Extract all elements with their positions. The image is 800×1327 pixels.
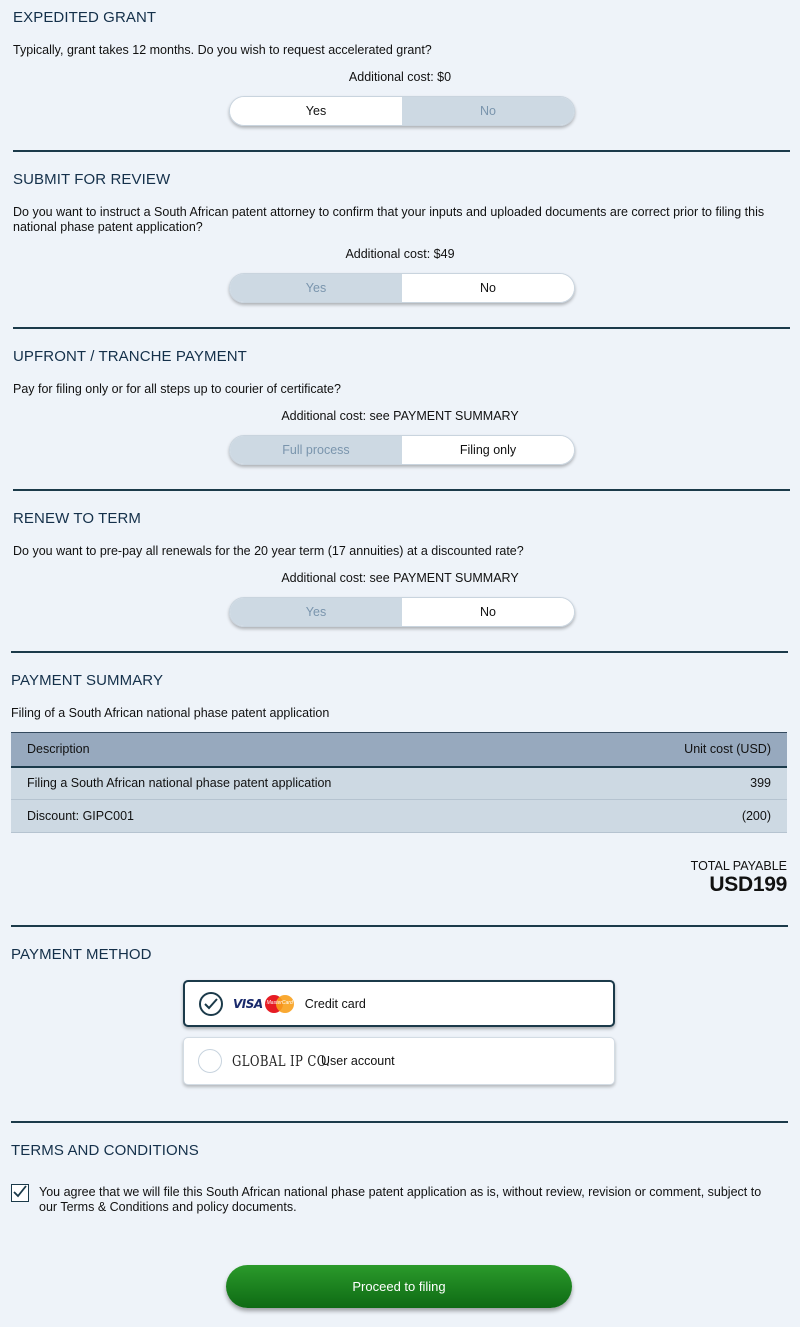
submit-review-toggle (229, 273, 575, 303)
payment-method-title: PAYMENT METHOD (11, 946, 152, 963)
row-description: Discount: GIPC001 (11, 800, 584, 833)
tranche-payment-toggle (229, 435, 575, 465)
payment-summary-table (11, 732, 787, 833)
tranche-payment-question: Pay for filing only or for all steps up to courier of certificate? (13, 382, 341, 396)
total-payable-value: USD199 (709, 873, 787, 896)
submit-review-question: Do you want to instruct a South African patent attorney to confirm that your inputs and uploaded documents are correct prior to filing this national phase patent application? (13, 205, 765, 234)
table-header-row (11, 733, 787, 767)
filing-only-option[interactable]: Filing only (402, 436, 574, 464)
proceed-to-filing-button[interactable]: Proceed to filing (226, 1265, 572, 1308)
tranche-payment-cost: Additional cost: see PAYMENT SUMMARY (281, 409, 519, 423)
terms-checkbox[interactable] (11, 1184, 29, 1202)
divider (11, 925, 788, 927)
full-process-option[interactable]: Full process (230, 436, 402, 464)
table-row (11, 800, 787, 833)
tranche-payment-title: UPFRONT / TRANCHE PAYMENT (13, 348, 247, 365)
credit-card-option[interactable] (183, 980, 615, 1027)
payment-summary-subtitle: Filing of a South African national phase patent application (11, 706, 330, 720)
expedited-yes-option[interactable]: Yes (230, 97, 402, 125)
terms-text: You agree that we will file this South African national phase patent application as is, without review, revision or comment, subject to our Terms & Conditions and policy documents. (39, 1185, 762, 1214)
terms-title: TERMS AND CONDITIONS (11, 1142, 199, 1159)
table-row (11, 767, 787, 800)
submit-review-cost: Additional cost: $49 (345, 247, 455, 261)
divider (11, 1121, 788, 1123)
expedited-grant-cost: Additional cost: $0 (348, 70, 452, 84)
payment-summary-title: PAYMENT SUMMARY (11, 672, 164, 689)
renew-term-title: RENEW TO TERM (13, 510, 141, 527)
expedited-grant-title: EXPEDITED GRANT (13, 9, 157, 26)
divider (13, 327, 790, 329)
review-no-option[interactable]: No (402, 274, 574, 302)
radio-unselected[interactable] (198, 1049, 222, 1073)
expedited-grant-toggle (229, 96, 575, 126)
row-cost: 399 (584, 767, 787, 800)
renew-yes-option[interactable]: Yes (230, 598, 402, 626)
divider (13, 489, 790, 491)
user-account-option[interactable] (183, 1037, 615, 1085)
divider (13, 150, 790, 152)
description-column-header: Description (11, 733, 584, 767)
row-cost: (200) (584, 800, 787, 833)
renew-no-option[interactable]: No (402, 598, 574, 626)
total-payable-label: TOTAL PAYABLE (690, 859, 787, 873)
mastercard-logo: MasterCard (265, 995, 295, 1013)
renew-term-question: Do you want to pre-pay all renewals for the 20 year term (17 annuities) at a discounted rate? (13, 544, 524, 558)
checkmark-icon (12, 1184, 28, 1200)
expedited-no-option[interactable]: No (402, 97, 574, 125)
row-description: Filing a South African national phase patent application (11, 767, 584, 800)
visa-logo: VISA (233, 996, 263, 1011)
user-account-label: User account (321, 1054, 395, 1068)
expedited-grant-question: Typically, grant takes 12 months. Do you wish to request accelerated grant? (13, 43, 432, 57)
divider (11, 651, 788, 653)
submit-review-title: SUBMIT FOR REVIEW (13, 171, 171, 188)
renew-term-cost: Additional cost: see PAYMENT SUMMARY (281, 571, 519, 585)
review-yes-option[interactable]: Yes (230, 274, 402, 302)
credit-card-label: Credit card (304, 996, 366, 1011)
checkmark-icon (204, 998, 218, 1010)
unit-cost-column-header: Unit cost (USD) (584, 733, 787, 767)
renew-term-toggle (229, 597, 575, 627)
global-ip-logo: GLOBAL IP CO. (232, 1052, 331, 1070)
radio-selected[interactable] (199, 992, 223, 1016)
